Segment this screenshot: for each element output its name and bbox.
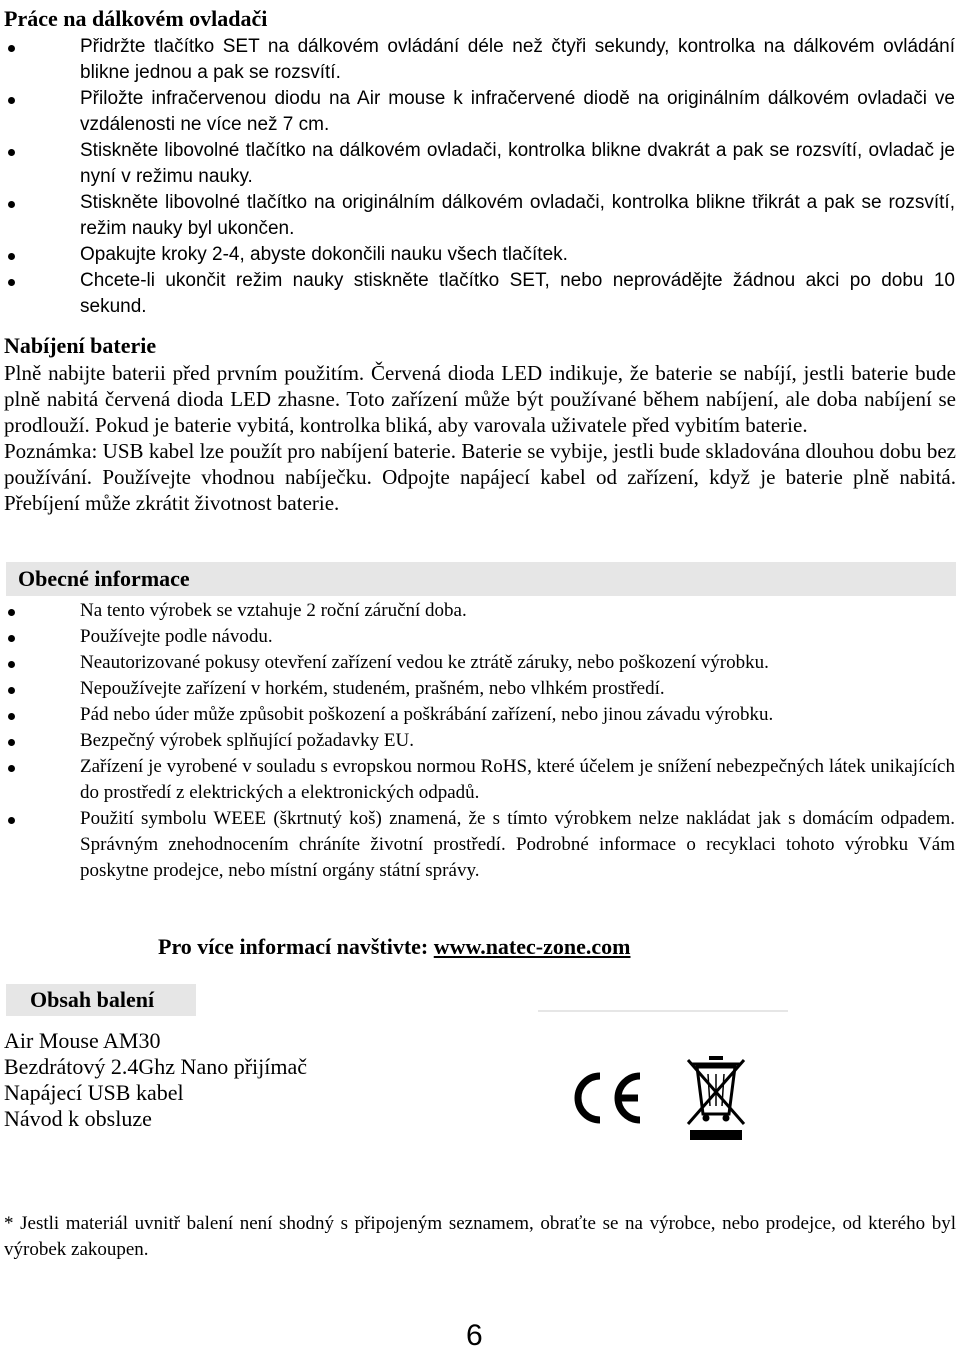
list-item: Nepoužívejte zařízení v horkém, studeném, prašném, nebo vlhkém prostředí. (0, 676, 955, 702)
list-item: Na tento výrobek se vztahuje 2 roční záruční doba. (0, 598, 955, 624)
list-item: Air Mouse AM30 (4, 1028, 161, 1053)
page-number: 6 (466, 1319, 483, 1352)
list-item: Stiskněte libovolné tlačítko na originálním dálkovém ovladači, kontrolka blikne třikrát a pak se rozsvítí, režim nauky byl ukončen. (0, 190, 955, 242)
package-heading: Obsah balení (30, 987, 155, 1012)
package-contents-list (4, 1028, 307, 1132)
list-item: Chcete-li ukončit režim nauky stiskněte tlačítko SET, nebo neprovádějte žádnou akci po dobu 10 sekund. (0, 268, 955, 320)
list-item: Použití symbolu WEEE (škrtnutý koš) znamená, že s tímto výrobkem nelze nakládat jak s domácím odpadem. Správným znehodnocením chráníte životní prostředí. Podrobné informace o recyklaci tohoto výrobku Vám poskytne prodejce, nebo místní orgány státní správy. (0, 806, 955, 884)
remote-heading: Práce na dálkovém ovladači (4, 6, 268, 31)
package-heading-box (6, 984, 196, 1016)
list-item: Přidržte tlačítko SET na dálkovém ovládání déle než čtyři sekundy, kontrolka na dálkovém ovládání blikne jednou a pak se rozsvítí. (0, 34, 955, 86)
charging-note: Poznámka: USB kabel lze použít pro nabíjení baterie. Baterie se vybije, jestli bude skladována dlouhou dobu bez používání. Používejte vhodnou nabíječku. Odpojte napájecí kabel od zařízení, když je baterie plně nabitá. Přebíjení může zkrátit životnost baterie. (4, 439, 956, 515)
footnote: * Jestli materiál uvnitř balení není shodný s připojeným seznamem, obraťte se na výrobce, nebo prodejce, od kterého byl výrobek zakoupen. (4, 1213, 956, 1260)
list-item: Přiložte infračervenou diodu na Air mouse k infračervené diodě na originálním dálkovém ovladači ve vzdálenosti ne více než 7 cm. (0, 86, 955, 138)
ce-mark-icon (570, 1072, 646, 1124)
general-info-list (0, 598, 955, 884)
list-item: Opakujte kroky 2-4, abyste dokončili nauku všech tlačítek. (0, 242, 955, 268)
list-item: Používejte podle návodu. (0, 624, 955, 650)
list-item: Stiskněte libovolné tlačítko na dálkovém ovladači, kontrolka blikne dvakrát a pak se rozsvítí, ovladač je nyní v režimu nauky. (0, 138, 955, 190)
list-item: Návod k obsluze (4, 1106, 152, 1131)
charging-heading: Nabíjení baterie (4, 333, 157, 358)
general-heading-box (6, 562, 956, 596)
list-item: Zařízení je vyrobené v souladu s evropskou normou RoHS, které účelem je snížení nebezpečných látek unikajících do prostředí z elektrických a elektronických odpadů. (0, 754, 955, 806)
list-item: Bezpečný výrobek splňující požadavky EU. (0, 728, 955, 754)
website-link[interactable]: www.natec-zone.com (433, 934, 631, 959)
more-info-line (158, 934, 630, 960)
crossed-out-wheelie-bin-icon (684, 1052, 750, 1142)
charging-paragraph: Plně nabijte baterii před prvním použitím. Červená dioda LED indikuje, že baterie se nabíjí, jestli baterie bude plně nabitá červená dioda LED zhasne. Toto zařízení může být používané během nabíjení, ale doba nabíjení se prodlouží. Pokud je baterie vybitá, kontrolka bliká, aby varovala uživatele před vybitím baterie. (4, 361, 956, 437)
list-item: Napájecí USB kabel (4, 1080, 184, 1105)
remote-steps-list (0, 6, 955, 320)
general-heading: Obecné informace (18, 566, 190, 591)
more-info-label: Pro více informací navštivte: (158, 934, 429, 959)
remote-heading-row (4, 6, 955, 34)
divider (538, 1010, 788, 1012)
list-item: Bezdrátový 2.4Ghz Nano přijímač (4, 1054, 308, 1079)
list-item: Pád nebo úder může způsobit poškození a poškrábání zařízení, nebo jinou závadu výrobku. (0, 702, 955, 728)
charging-text (4, 360, 956, 516)
list-item: Neautorizované pokusy otevření zařízení vedou ke ztrátě záruky, nebo poškození výrobku. (0, 650, 955, 676)
